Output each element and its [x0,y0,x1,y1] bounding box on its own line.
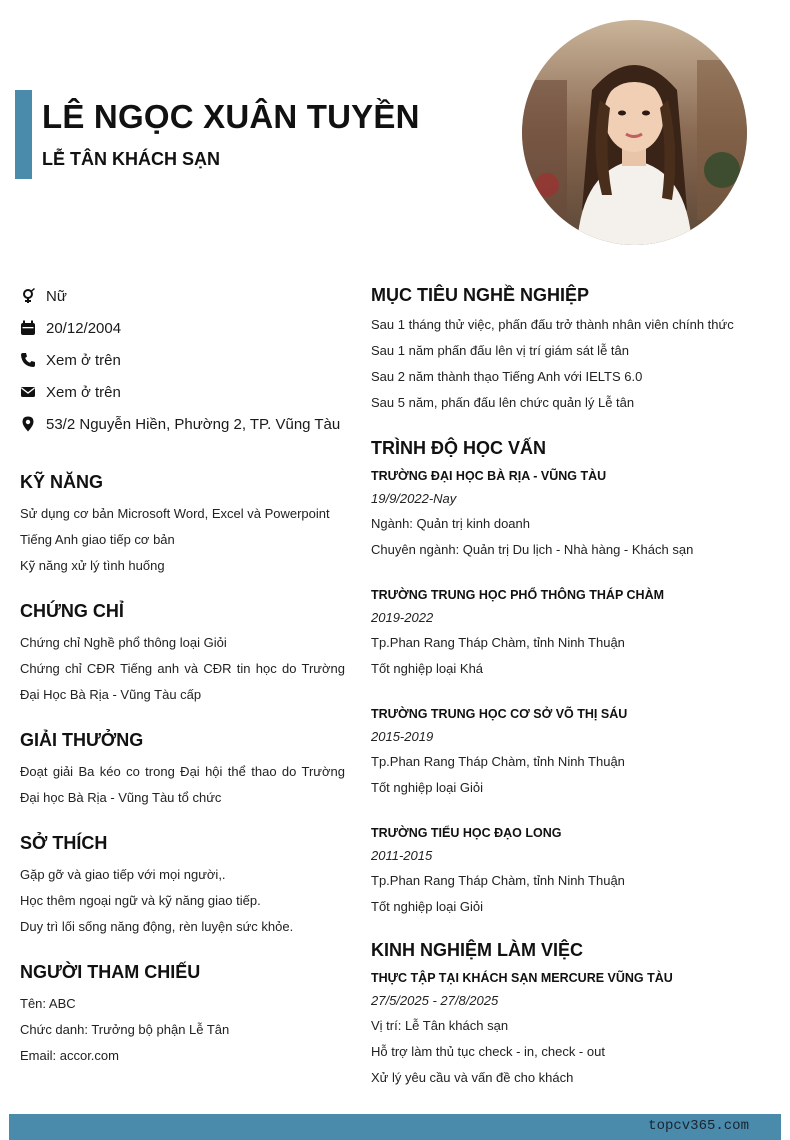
education-section [371,436,771,920]
hobbies-heading: SỞ THÍCH [20,833,108,853]
school-name: TRƯỜNG ĐẠI HỌC BÀ RỊA - VŨNG TÀU [371,469,607,483]
school-name: TRƯỜNG TIỂU HỌC ĐẠO LONG [371,826,562,840]
education-detail: Tp.Phan Rang Tháp Chàm, tỉnh Ninh Thuận [371,754,625,769]
awards-heading: GIẢI THƯỞNG [20,730,144,750]
contact-phone [20,344,345,376]
contact-info [20,280,345,440]
education-detail: Tp.Phan Rang Tháp Chàm, tỉnh Ninh Thuận [371,635,625,650]
education-detail: Tốt nghiệp loại Khá [371,661,484,676]
phone-text: Xem ở trên [46,351,121,369]
birthday-text: 20/12/2004 [46,319,122,337]
education-entry [371,703,771,801]
education-date: 2015-2019 [371,729,434,744]
footer-site-link[interactable]: topcv365.com [648,1118,749,1134]
objective-heading: MỤC TIÊU NGHỀ NGHIỆP [371,285,590,305]
company-name: THỰC TẬP TẠI KHÁCH SẠN MERCURE VŨNG TÀU [371,971,673,985]
gender-text: Nữ [46,287,67,305]
address-text: 53/2 Nguyễn Hiền, Phường 2, TP. Vũng Tàu [46,415,341,433]
avatar [522,20,747,245]
experience-detail: Xử lý yêu cầu và vấn đề cho khách [371,1070,574,1085]
email-text: Xem ở trên [46,383,121,401]
contact-gender [20,280,345,312]
education-heading: TRÌNH ĐỘ HỌC VẤN [371,438,546,458]
certificate-item: Chứng chỉ CĐR Tiếng anh và CĐR tin học do Trường Đại Học Bà Rịa - Vũng Tàu cấp [20,661,345,702]
email-icon [20,384,36,400]
skill-item: Sử dụng cơ bản Microsoft Word, Excel và Powerpoint [20,506,330,521]
certificates-section [20,599,345,708]
candidate-name: LÊ NGỌC XUÂN TUYỀN [42,98,420,135]
education-entry [371,584,771,682]
education-date: 2011-2015 [371,848,433,863]
phone-icon [20,352,36,368]
objective-item: Sau 1 năm phấn đấu lên vị trí giám sát lễ tân [371,343,629,358]
education-entry [371,822,771,920]
gender-icon [20,288,36,304]
education-detail: Ngành: Quản trị kinh doanh [371,516,530,531]
objective-section [371,283,771,416]
skills-section [20,470,345,579]
reference-item: Chức danh: Trưởng bộ phận Lễ Tân [20,1022,230,1037]
certificates-heading: CHỨNG CHỈ [20,601,124,621]
experience-detail: Hỗ trợ làm thủ tục check - in, check - out [371,1044,605,1059]
education-detail: Tp.Phan Rang Tháp Chàm, tỉnh Ninh Thuận [371,873,625,888]
job-title: LỄ TÂN KHÁCH SẠN [42,149,220,169]
location-pin-icon [20,416,36,432]
experience-detail: Vị trí: Lễ Tân khách sạn [371,1018,509,1033]
hobbies-section [20,831,345,940]
experience-heading: KINH NGHIỆM LÀM VIỆC [371,940,584,960]
reference-item: Tên: ABC [20,996,76,1011]
skill-item: Tiếng Anh giao tiếp cơ bản [20,532,175,547]
education-entry [371,465,771,563]
certificate-item: Chứng chỉ Nghề phổ thông loại Giỏi [20,635,227,650]
skills-heading: KỸ NĂNG [20,472,104,492]
education-detail: Tốt nghiệp loại Giỏi [371,780,484,795]
education-date: 2019-2022 [371,610,434,625]
awards-section [20,728,345,811]
references-section [20,960,345,1069]
objective-item: Sau 5 năm, phấn đấu lên chức quản lý Lễ tân [371,395,635,410]
hobby-item: Duy trì lối sống năng động, rèn luyện sức khỏe. [20,919,294,934]
award-item: Đoạt giải Ba kéo co trong Đại hội thể thao do Trường Đại học Bà Rịa - Vũng Tàu tổ chức [20,764,345,805]
contact-birthday [20,312,345,344]
education-detail: Chuyên ngành: Quản trị Du lịch - Nhà hàng - Khách sạn [371,542,694,557]
education-date: 19/9/2022-Nay [371,491,457,506]
objective-item: Sau 1 tháng thử việc, phấn đấu trở thành nhân viên chính thức [371,317,734,332]
experience-section [371,938,771,1091]
references-heading: NGƯỜI THAM CHIẾU [20,962,201,982]
contact-email [20,376,345,408]
left-column [20,280,345,1069]
education-detail: Tốt nghiệp loại Giỏi [371,899,484,914]
hobby-item: Học thêm ngoại ngữ và kỹ năng giao tiếp. [20,893,261,908]
calendar-icon [20,320,36,336]
reference-item: Email: accor.com [20,1048,119,1063]
school-name: TRƯỜNG TRUNG HỌC CƠ SỞ VÕ THỊ SÁU [371,707,628,721]
hobby-item: Gặp gỡ và giao tiếp với mọi người,. [20,867,226,882]
accent-bar [15,90,32,179]
skill-item: Kỹ năng xử lý tình huống [20,558,165,573]
school-name: TRƯỜNG TRUNG HỌC PHỔ THÔNG THÁP CHÀM [371,588,665,602]
objective-item: Sau 2 năm thành thạo Tiếng Anh với IELTS 6.0 [371,369,643,384]
right-column [371,283,771,1091]
footer-bar [9,1114,781,1140]
contact-address [20,408,345,440]
experience-date: 27/5/2025 - 27/8/2025 [371,993,499,1008]
